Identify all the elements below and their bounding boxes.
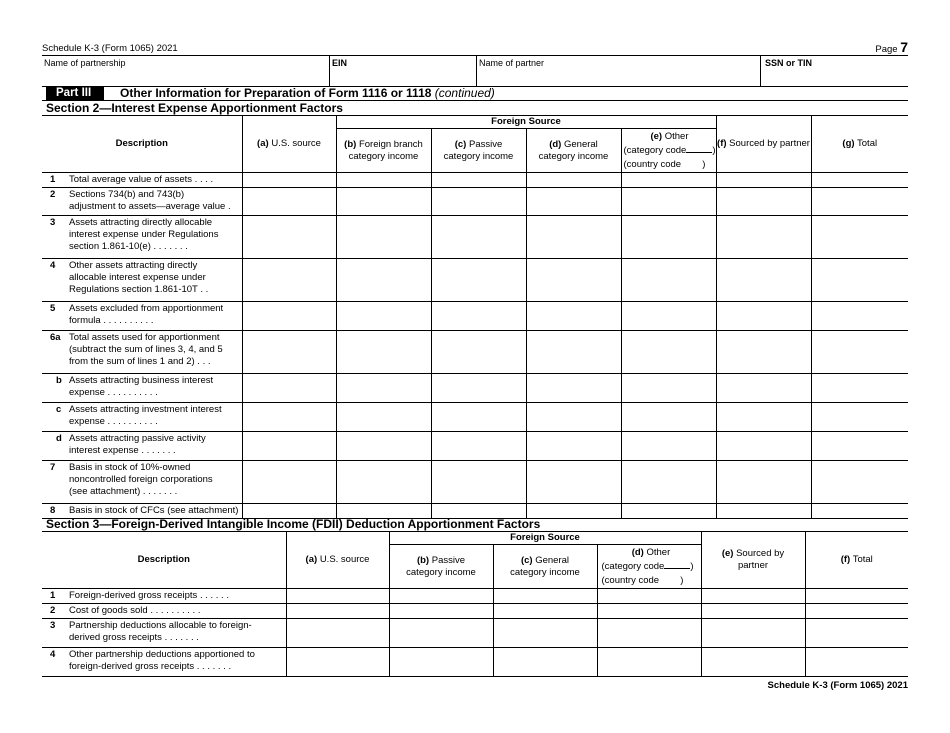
amount-input-cell[interactable] <box>811 188 908 216</box>
description-line: noncontrolled foreign corporations <box>69 474 213 485</box>
line-number: 2 <box>50 605 56 616</box>
col-header-b: (b) Foreign branch category income <box>336 129 431 173</box>
description-line: expense . . . . . . . . . . <box>69 416 158 427</box>
amount-input-cell[interactable] <box>621 173 716 188</box>
line-number: 1 <box>50 174 56 185</box>
row-description <box>42 403 242 432</box>
amount-input-cell[interactable] <box>242 302 336 331</box>
amount-input-cell[interactable] <box>431 216 526 259</box>
description-line: Basis in stock of CFCs (see attachment) <box>69 505 239 516</box>
row-description <box>42 648 286 677</box>
line-number: 8 <box>50 505 56 516</box>
line-number: 6a <box>50 332 61 343</box>
amount-input-cell[interactable] <box>431 331 526 374</box>
description-line: derived gross receipts . . . . . . . <box>69 632 199 643</box>
amount-input-cell[interactable] <box>811 173 908 188</box>
description-line: interest expense . . . . . . . <box>69 445 176 456</box>
col-header-f: (f) Total <box>805 532 908 589</box>
row-description <box>42 188 242 216</box>
line-number: b <box>56 375 62 386</box>
amount-input-cell[interactable] <box>526 259 621 302</box>
amount-input-cell[interactable] <box>336 302 431 331</box>
amount-input-cell[interactable] <box>716 259 811 302</box>
line-number: d <box>56 433 62 444</box>
amount-input-cell[interactable] <box>242 173 336 188</box>
amount-input-cell[interactable] <box>526 216 621 259</box>
col-header-f: (f) Sourced by partner <box>716 116 811 173</box>
description-line: expense . . . . . . . . . . <box>69 387 158 398</box>
footer-form-reference: Schedule K-3 (Form 1065) 2021 <box>767 680 908 691</box>
description-line: foreign-derived gross receipts . . . . . . . <box>69 661 232 672</box>
table-row <box>42 432 908 461</box>
col-header-e: (e) Other (category code ) (country code ) <box>621 129 716 173</box>
col-header-a: (a) U.S. source <box>286 532 389 589</box>
amount-input-cell[interactable] <box>286 619 389 648</box>
row-description <box>42 173 242 188</box>
col-header-d: (d) Other (category code ) (country code ) <box>597 545 701 589</box>
description-line: Other partnership deductions apportioned to <box>69 649 255 660</box>
table-row <box>42 374 908 403</box>
amount-input-cell[interactable] <box>716 216 811 259</box>
amount-input-cell[interactable] <box>336 432 431 461</box>
col-header-c: (c) Passive category income <box>431 129 526 173</box>
part-title: Other Information for Preparation of Form 1116 or 1118 (continued) <box>120 86 495 100</box>
description-line: allocable interest expense under <box>69 272 206 283</box>
amount-input-cell[interactable] <box>526 188 621 216</box>
description-line: (see attachment) . . . . . . . <box>69 486 178 497</box>
amount-input-cell[interactable] <box>811 216 908 259</box>
description-line: (subtract the sum of lines 3, 4, and 5 <box>69 344 223 355</box>
description-line: formula . . . . . . . . . . <box>69 315 154 326</box>
amount-input-cell[interactable] <box>701 604 805 619</box>
amount-input-cell[interactable] <box>336 216 431 259</box>
amount-input-cell[interactable] <box>811 461 908 504</box>
amount-input-cell[interactable] <box>431 461 526 504</box>
table-row <box>42 188 908 216</box>
description-line: Total average value of assets . . . . <box>69 174 214 185</box>
amount-input-cell[interactable] <box>811 432 908 461</box>
row-description <box>42 619 286 648</box>
amount-input-cell[interactable] <box>621 302 716 331</box>
amount-input-cell[interactable] <box>597 589 701 604</box>
category-code-blank[interactable] <box>686 144 712 153</box>
amount-input-cell[interactable] <box>431 302 526 331</box>
line-number: 4 <box>50 649 56 660</box>
description-line: Assets attracting directly allocable <box>69 217 213 228</box>
description-line: Assets excluded from apportionment <box>69 303 224 314</box>
amount-input-cell[interactable] <box>811 374 908 403</box>
amount-input-cell[interactable] <box>431 432 526 461</box>
page-number: Page 7 <box>875 39 908 55</box>
amount-input-cell[interactable] <box>242 188 336 216</box>
amount-input-cell[interactable] <box>526 173 621 188</box>
table-row <box>42 403 908 432</box>
amount-input-cell[interactable] <box>242 461 336 504</box>
table-row <box>42 604 908 619</box>
amount-input-cell[interactable] <box>526 403 621 432</box>
identification-row <box>42 55 908 87</box>
ssn-tin-field[interactable]: SSN or TIN <box>765 58 813 68</box>
amount-input-cell[interactable] <box>621 331 716 374</box>
table-row <box>42 589 908 604</box>
description-line: Cost of goods sold . . . . . . . . . . <box>69 605 201 616</box>
amount-input-cell[interactable] <box>621 188 716 216</box>
foreign-source-header: Foreign Source <box>389 532 701 545</box>
description-line: Regulations section 1.861-10T . . <box>69 284 209 295</box>
part-header <box>42 87 908 101</box>
amount-input-cell[interactable] <box>389 589 493 604</box>
amount-input-cell[interactable] <box>805 589 908 604</box>
amount-input-cell[interactable] <box>597 604 701 619</box>
section2-table <box>42 115 908 519</box>
amount-input-cell[interactable] <box>493 589 597 604</box>
amount-input-cell[interactable] <box>431 374 526 403</box>
row-description <box>42 374 242 403</box>
description-line: Sections 734(b) and 743(b) <box>69 189 185 200</box>
amount-input-cell[interactable] <box>621 403 716 432</box>
amount-input-cell[interactable] <box>431 188 526 216</box>
amount-input-cell[interactable] <box>286 604 389 619</box>
amount-input-cell[interactable] <box>336 403 431 432</box>
amount-input-cell[interactable] <box>621 216 716 259</box>
table-row <box>42 331 908 374</box>
amount-input-cell[interactable] <box>621 461 716 504</box>
amount-input-cell[interactable] <box>621 432 716 461</box>
amount-input-cell[interactable] <box>336 173 431 188</box>
amount-input-cell[interactable] <box>716 331 811 374</box>
amount-input-cell[interactable] <box>621 374 716 403</box>
col-header-description: Description <box>42 532 286 589</box>
amount-input-cell[interactable] <box>597 648 701 677</box>
amount-input-cell[interactable] <box>716 461 811 504</box>
table-row <box>42 216 908 259</box>
amount-input-cell[interactable] <box>811 504 908 519</box>
amount-input-cell[interactable] <box>526 302 621 331</box>
description-line: Partnership deductions allocable to foreign- <box>69 620 252 631</box>
amount-input-cell[interactable] <box>389 604 493 619</box>
amount-input-cell[interactable] <box>242 403 336 432</box>
amount-input-cell[interactable] <box>493 648 597 677</box>
amount-input-cell[interactable] <box>242 216 336 259</box>
description-line: interest expense under Regulations <box>69 229 219 240</box>
row-description <box>42 604 286 619</box>
amount-input-cell[interactable] <box>716 504 811 519</box>
col-header-d: (d) General category income <box>526 129 621 173</box>
amount-input-cell[interactable] <box>526 432 621 461</box>
amount-input-cell[interactable] <box>716 173 811 188</box>
amount-input-cell[interactable] <box>242 259 336 302</box>
table-row <box>42 173 908 188</box>
line-number: 5 <box>50 303 56 314</box>
partnership-name-field[interactable]: Name of partnership <box>44 58 126 68</box>
amount-input-cell[interactable] <box>805 648 908 677</box>
foreign-source-header: Foreign Source <box>336 116 716 129</box>
part-label: Part III <box>46 87 104 100</box>
table-row <box>42 259 908 302</box>
amount-input-cell[interactable] <box>431 259 526 302</box>
amount-input-cell[interactable] <box>621 259 716 302</box>
amount-input-cell[interactable] <box>336 374 431 403</box>
col-header-a: (a) U.S. source <box>242 116 336 173</box>
col-header-b: (b) Passive category income <box>389 545 493 589</box>
description-line: Foreign-derived gross receipts . . . . . . <box>69 590 229 601</box>
line-number: 3 <box>50 620 56 631</box>
col-header-description: Description <box>42 116 242 173</box>
amount-input-cell[interactable] <box>526 374 621 403</box>
table-row <box>42 461 908 504</box>
amount-input-cell[interactable] <box>336 259 431 302</box>
amount-input-cell[interactable] <box>431 173 526 188</box>
col-header-c: (c) General category income <box>493 545 597 589</box>
amount-input-cell[interactable] <box>526 331 621 374</box>
ein-field[interactable]: EIN <box>332 58 348 68</box>
amount-input-cell[interactable] <box>336 188 431 216</box>
line-number: 7 <box>50 462 56 473</box>
partner-name-field[interactable]: Name of partner <box>479 58 545 68</box>
description-line: adjustment to assets—average value . <box>69 201 231 212</box>
description-line: Basis in stock of 10%-owned <box>69 462 191 473</box>
row-description <box>42 461 242 504</box>
amount-input-cell[interactable] <box>242 432 336 461</box>
amount-input-cell[interactable] <box>811 302 908 331</box>
amount-input-cell[interactable] <box>242 331 336 374</box>
amount-input-cell[interactable] <box>716 188 811 216</box>
amount-input-cell[interactable] <box>701 619 805 648</box>
amount-input-cell[interactable] <box>716 403 811 432</box>
description-line: section 1.861-10(e) . . . . . . . <box>69 241 188 252</box>
section3-title: Section 3—Foreign-Derived Intangible Income (FDII) Deduction Apportionment Factors <box>46 517 541 531</box>
amount-input-cell[interactable] <box>805 604 908 619</box>
amount-input-cell[interactable] <box>286 648 389 677</box>
amount-input-cell[interactable] <box>805 619 908 648</box>
amount-input-cell[interactable] <box>811 259 908 302</box>
amount-input-cell[interactable] <box>493 604 597 619</box>
section2-title: Section 2—Interest Expense Apportionment Factors <box>46 101 343 115</box>
amount-input-cell[interactable] <box>336 461 431 504</box>
form-reference: Schedule K-3 (Form 1065) 2021 <box>42 43 178 54</box>
amount-input-cell[interactable] <box>431 403 526 432</box>
amount-input-cell[interactable] <box>526 461 621 504</box>
amount-input-cell[interactable] <box>336 331 431 374</box>
row-description <box>42 432 242 461</box>
line-number: 1 <box>50 590 56 601</box>
amount-input-cell[interactable] <box>701 589 805 604</box>
row-description <box>42 259 242 302</box>
table-row <box>42 619 908 648</box>
amount-input-cell[interactable] <box>716 302 811 331</box>
row-description <box>42 589 286 604</box>
row-description <box>42 302 242 331</box>
description-line: Other assets attracting directly <box>69 260 198 271</box>
amount-input-cell[interactable] <box>389 648 493 677</box>
line-number: c <box>56 404 62 415</box>
line-number: 2 <box>50 189 56 200</box>
amount-input-cell[interactable] <box>621 504 716 519</box>
amount-input-cell[interactable] <box>701 648 805 677</box>
amount-input-cell[interactable] <box>493 619 597 648</box>
amount-input-cell[interactable] <box>242 374 336 403</box>
description-line: Assets attracting passive activity <box>69 433 206 444</box>
amount-input-cell[interactable] <box>286 589 389 604</box>
section3-table <box>42 531 908 677</box>
description-line: from the sum of lines 1 and 2) . . . <box>69 356 211 367</box>
amount-input-cell[interactable] <box>716 432 811 461</box>
table-row <box>42 302 908 331</box>
category-code-blank[interactable] <box>664 560 690 569</box>
line-number: 3 <box>50 217 56 228</box>
amount-input-cell[interactable] <box>811 403 908 432</box>
row-description <box>42 216 242 259</box>
amount-input-cell[interactable] <box>597 619 701 648</box>
description-line: Assets attracting business interest <box>69 375 214 386</box>
col-header-e: (e) Sourced by partner <box>701 532 805 589</box>
col-header-g: (g) Total <box>811 116 908 173</box>
line-number: 4 <box>50 260 56 271</box>
row-description <box>42 331 242 374</box>
amount-input-cell[interactable] <box>389 619 493 648</box>
amount-input-cell[interactable] <box>716 374 811 403</box>
description-line: Assets attracting investment interest <box>69 404 222 415</box>
description-line: Total assets used for apportionment <box>69 332 220 343</box>
amount-input-cell[interactable] <box>811 331 908 374</box>
table-row <box>42 648 908 677</box>
